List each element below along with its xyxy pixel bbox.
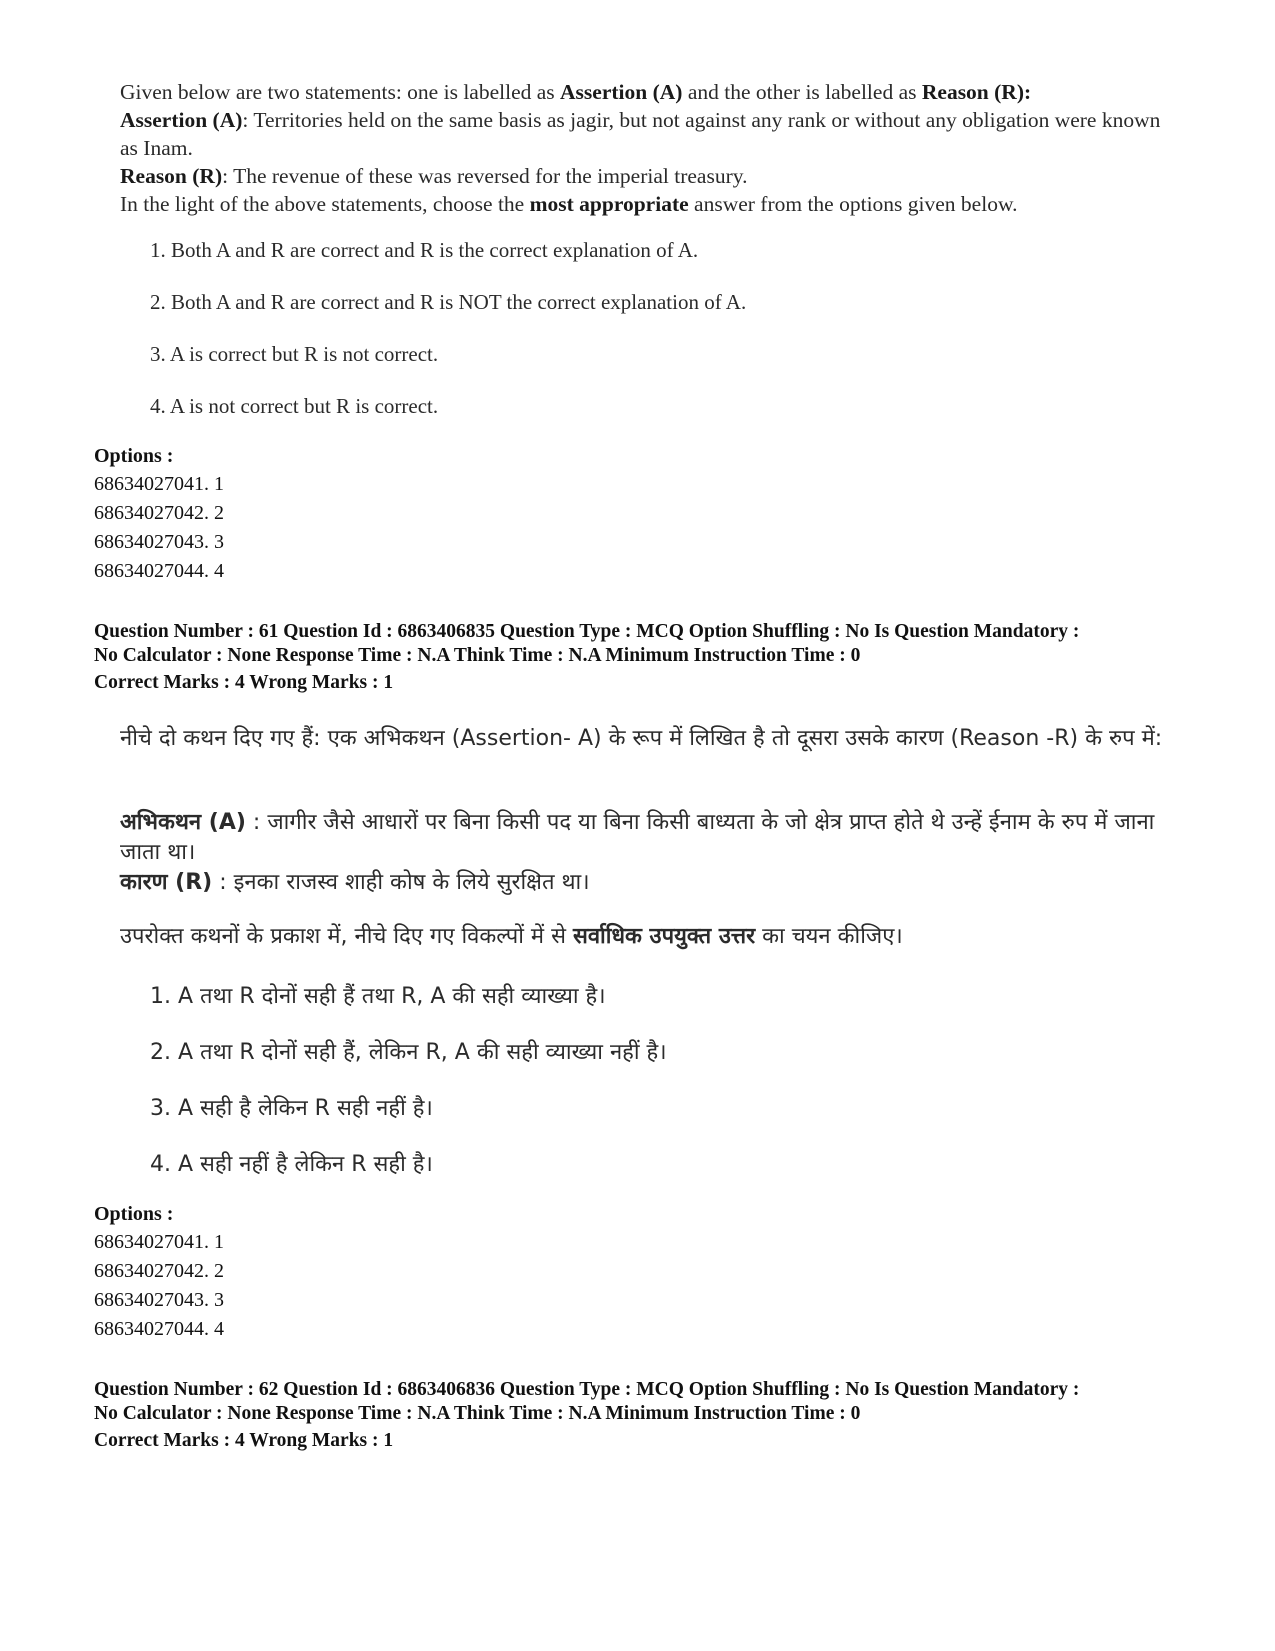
option-id-line: 68634027044. 4 — [94, 560, 224, 582]
q61-assertion: अभिकथन (A) : जागीर जैसे आधारों पर बिना किसी पद या बिना किसी बाध्यता के जो क्षेत्र प्राप्त होते थे उन्हें ईनाम के रुप में जाना जाता था। — [120, 810, 1155, 865]
q61-choice: 3. A सही है लेकिन R सही नहीं है। — [150, 1096, 433, 1121]
q61-hindi-intro — [120, 724, 1180, 754]
q62-meta-line2: No Calculator : None Response Time : N.A Think Time : N.A Minimum Instruction Time : 0 — [94, 1403, 861, 1424]
q61-options-heading: Options : — [94, 1203, 174, 1225]
option-id-line: 68634027044. 4 — [94, 1318, 224, 1340]
q61-option-ids — [94, 1228, 224, 1344]
q62-marks: Correct Marks : 4 Wrong Marks : 1 — [94, 1430, 394, 1451]
q60-options-heading: Options : — [94, 445, 174, 467]
q60-choice: 2. Both A and R are correct and R is NOT the correct explanation of A. — [150, 290, 747, 314]
q60-choice: 4. A is not correct but R is correct. — [150, 394, 439, 418]
q60-reason: Reason (R): The revenue of these was reversed for the imperial treasury. — [120, 164, 748, 188]
q60-intro: Given below are two statements: one is labelled as Assertion (A) and the other is labelled as Reason (R): — [120, 80, 1032, 104]
q61-instruction: उपरोक्त कथनों के प्रकाश में, नीचे दिए गए विकल्पों में से सर्वाधिक उपयुक्त उत्तर का चयन कीजिए। — [120, 924, 903, 949]
q61-meta — [94, 620, 1214, 668]
q60-option-ids — [94, 470, 224, 586]
q60-statement — [120, 78, 1170, 218]
option-id-line: 68634027043. 3 — [94, 531, 224, 553]
q60-choice: 1. Both A and R are correct and R is the correct explanation of A. — [150, 238, 699, 262]
q61-meta-line2: No Calculator : None Response Time : N.A Think Time : N.A Minimum Instruction Time : 0 — [94, 645, 861, 666]
option-id-line: 68634027042. 2 — [94, 502, 224, 524]
q61-marks: Correct Marks : 4 Wrong Marks : 1 — [94, 672, 394, 693]
q60-assertion: Assertion (A): Territories held on the same basis as jagir, but not against any rank or without any obligation were known as Inam. — [120, 108, 1161, 160]
q60-instruction: In the light of the above statements, choose the most appropriate answer from the options given below. — [120, 192, 1018, 216]
q61-hindi-instruction — [120, 922, 1180, 952]
q61-meta-line1: Question Number : 61 Question Id : 6863406835 Question Type : MCQ Option Shuffling : No Is Question Mandatory : — [94, 621, 1080, 642]
q61-hindi-statements — [120, 808, 1180, 898]
option-id-line: 68634027041. 1 — [94, 1231, 224, 1253]
q60-choice: 3. A is correct but R is not correct. — [150, 342, 439, 366]
q61-choice: 2. A तथा R दोनों सही हैं, लेकिन R, A की सही व्याख्या नहीं है। — [150, 1040, 667, 1065]
q62-meta — [94, 1378, 1214, 1426]
q61-choice: 4. A सही नहीं है लेकिन R सही है। — [150, 1152, 433, 1177]
option-id-line: 68634027043. 3 — [94, 1289, 224, 1311]
option-id-line: 68634027042. 2 — [94, 1260, 224, 1282]
option-id-line: 68634027041. 1 — [94, 473, 224, 495]
q61-intro: नीचे दो कथन दिए गए हैं: एक अभिकथन (Assertion- A) के रूप में लिखित है तो दूसरा उसके कारण (Reason -R) के रुप में: — [120, 726, 1163, 751]
q61-choice: 1. A तथा R दोनों सही हैं तथा R, A की सही व्याख्या है। — [150, 984, 606, 1009]
q62-meta-line1: Question Number : 62 Question Id : 6863406836 Question Type : MCQ Option Shuffling : No Is Question Mandatory : — [94, 1379, 1080, 1400]
q61-reason: कारण (R) : इनका राजस्व शाही कोष के लिये सुरक्षित था। — [120, 870, 590, 895]
